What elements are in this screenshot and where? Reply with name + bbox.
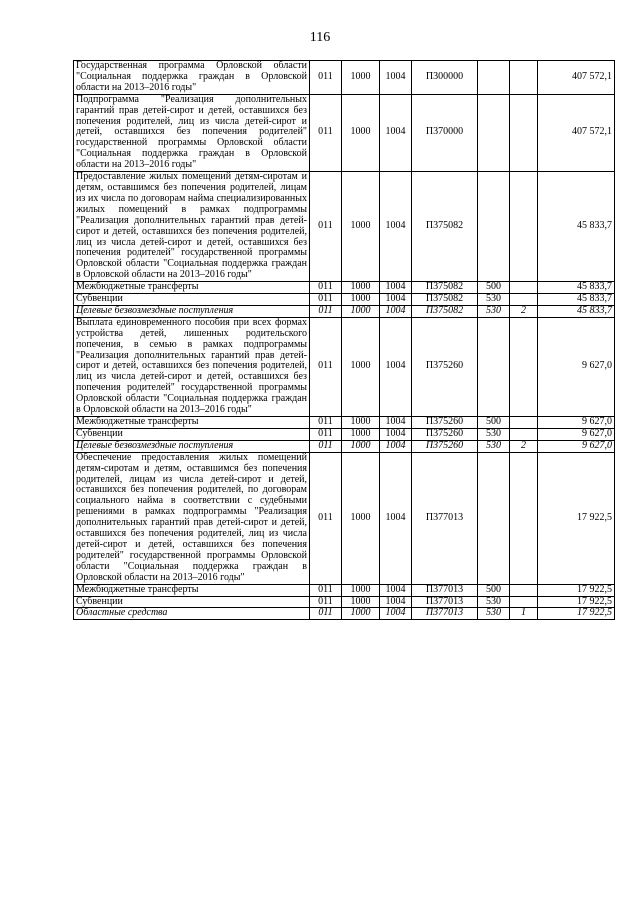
cell-grbs: 011 [310,417,342,429]
table-row [74,452,615,584]
table-row [74,61,615,95]
cell-expense-type: 500 [478,282,510,294]
cell-expense-type [478,452,510,584]
table-row [74,440,615,452]
cell-section: 1000 [342,94,380,171]
cell-amount: 9 627,0 [538,417,615,429]
budget-table [73,60,615,620]
cell-grbs: 011 [310,61,342,95]
row-description: Субвенции [74,596,310,608]
cell-amount: 17 922,5 [538,584,615,596]
cell-subsection: 1004 [380,440,412,452]
cell-target-article: П370000 [412,94,478,171]
cell-subsection: 1004 [380,417,412,429]
budget-table-body [74,61,615,620]
row-description: Целевые безвозмездные поступления [74,440,310,452]
cell-subsection: 1004 [380,61,412,95]
cell-subsection: 1004 [380,94,412,171]
cell-section: 1000 [342,294,380,306]
row-description: Межбюджетные трансферты [74,282,310,294]
table-row [74,305,615,317]
row-description: Государственная программа Орловской области "Социальная поддержка граждан в Орловской области на 2013–2016 годы" [74,61,310,95]
cell-expense-type [478,94,510,171]
cell-amount: 407 572,1 [538,94,615,171]
cell-target-article: П377013 [412,596,478,608]
cell-section: 1000 [342,172,380,282]
cell-source: 2 [510,305,538,317]
cell-subsection: 1004 [380,317,412,416]
row-description: Субвенции [74,428,310,440]
cell-amount: 17 922,5 [538,452,615,584]
cell-target-article: П377013 [412,584,478,596]
cell-expense-type: 530 [478,428,510,440]
row-description: Областные средства [74,608,310,620]
cell-section: 1000 [342,584,380,596]
cell-amount: 407 572,1 [538,61,615,95]
cell-grbs: 011 [310,440,342,452]
cell-subsection: 1004 [380,172,412,282]
cell-amount: 17 922,5 [538,596,615,608]
cell-amount: 9 627,0 [538,428,615,440]
cell-source [510,172,538,282]
row-description: Межбюджетные трансферты [74,417,310,429]
cell-target-article: П375082 [412,282,478,294]
cell-subsection: 1004 [380,584,412,596]
cell-amount: 45 833,7 [538,282,615,294]
cell-section: 1000 [342,440,380,452]
cell-grbs: 011 [310,428,342,440]
row-description: Обеспечение предоставления жилых помещений детям-сиротам и детям, оставшимся без попечения родителей, лицам из числа детей-сирот и детей, оставшихся без попечения родителей, по договорам социального найма в соответствии с судебными решениями в рамках подпрограммы "Реализация дополнительных гарантий прав детей-сирот и детей, оставшихся без попечения родителей, лиц из числа детей-сирот и детей, оставшихся без попечения родителей" государственной программы Орловской области "Социальная поддержка граждан в Орловской области на 2013–2016 годы" [74,452,310,584]
cell-source: 1 [510,608,538,620]
cell-grbs: 011 [310,452,342,584]
cell-target-article: П375082 [412,305,478,317]
page-number: 116 [309,30,331,45]
row-description: Выплата единовременного пособия при всех формах устройства детей, лишенных родительского попечения, в семью в рамках подпрограммы "Реализация дополнительных гарантий прав детей-сирот и детей, оставшихся без попечения родителей, лиц из числа детей-сирот и детей, оставшихся без попечения родителей" государственной программы Орловской области "Социальная поддержка граждан в Орловской области на 2013–2016 годы" [74,317,310,416]
cell-section: 1000 [342,317,380,416]
cell-source [510,596,538,608]
cell-amount: 45 833,7 [538,172,615,282]
cell-grbs: 011 [310,608,342,620]
cell-section: 1000 [342,61,380,95]
cell-source [510,282,538,294]
cell-target-article: П375260 [412,440,478,452]
cell-source [510,417,538,429]
table-row [74,172,615,282]
cell-section: 1000 [342,608,380,620]
cell-section: 1000 [342,305,380,317]
cell-section: 1000 [342,417,380,429]
cell-expense-type: 530 [478,596,510,608]
table-row [74,584,615,596]
cell-target-article: П377013 [412,452,478,584]
cell-subsection: 1004 [380,452,412,584]
cell-expense-type: 530 [478,305,510,317]
table-row [74,94,615,171]
cell-subsection: 1004 [380,608,412,620]
table-row [74,282,615,294]
cell-expense-type: 530 [478,608,510,620]
cell-target-article: П375082 [412,294,478,306]
cell-source [510,317,538,416]
cell-subsection: 1004 [380,428,412,440]
cell-grbs: 011 [310,584,342,596]
table-row [74,596,615,608]
row-description: Предоставление жилых помещений детям-сиротам и детям, оставшимся без попечения родителей, лицам из их числа по договорам найма специализированных жилых помещений в рамках подпрограммы "Реализация дополнительных гарантий прав детей-сирот и детей, оставшихся без попечения родителей, лиц из числа детей-сирот и детей, оставшихся без попечения родителей" государственной программы Орловской области "Социальная поддержка граждан в Орловской области на 2013–2016 годы" [74,172,310,282]
cell-target-article: П375260 [412,417,478,429]
cell-expense-type: 530 [478,440,510,452]
cell-target-article: П375260 [412,317,478,416]
cell-grbs: 011 [310,596,342,608]
cell-grbs: 011 [310,294,342,306]
row-description: Подпрограмма "Реализация дополнительных гарантий прав детей-сирот и детей, оставшихся без попечения родителей, лиц из числа детей-сирот и детей, оставшихся без попечения родителей" государственной программы Орловской области "Социальная поддержка граждан в Орловской области на 2013–2016 годы" [74,94,310,171]
cell-expense-type: 500 [478,417,510,429]
cell-source [510,294,538,306]
cell-section: 1000 [342,452,380,584]
row-description: Субвенции [74,294,310,306]
cell-grbs: 011 [310,94,342,171]
cell-expense-type [478,172,510,282]
cell-expense-type: 500 [478,584,510,596]
cell-source: 2 [510,440,538,452]
cell-expense-type [478,317,510,416]
cell-source [510,94,538,171]
cell-expense-type [478,61,510,95]
cell-section: 1000 [342,596,380,608]
table-row [74,317,615,416]
cell-source [510,452,538,584]
cell-target-article: П375082 [412,172,478,282]
cell-grbs: 011 [310,317,342,416]
cell-expense-type: 530 [478,294,510,306]
cell-source [510,61,538,95]
cell-amount: 17 922,5 [538,608,615,620]
cell-grbs: 011 [310,172,342,282]
cell-grbs: 011 [310,305,342,317]
cell-amount: 9 627,0 [538,317,615,416]
cell-section: 1000 [342,282,380,294]
cell-amount: 9 627,0 [538,440,615,452]
cell-target-article: П300000 [412,61,478,95]
cell-source [510,428,538,440]
cell-amount: 45 833,7 [538,305,615,317]
cell-subsection: 1004 [380,596,412,608]
cell-subsection: 1004 [380,282,412,294]
cell-subsection: 1004 [380,294,412,306]
cell-source [510,584,538,596]
table-row [74,417,615,429]
cell-section: 1000 [342,428,380,440]
row-description: Межбюджетные трансферты [74,584,310,596]
cell-amount: 45 833,7 [538,294,615,306]
table-row [74,428,615,440]
cell-target-article: П375260 [412,428,478,440]
table-row [74,294,615,306]
cell-target-article: П377013 [412,608,478,620]
cell-grbs: 011 [310,282,342,294]
cell-subsection: 1004 [380,305,412,317]
row-description: Целевые безвозмездные поступления [74,305,310,317]
table-row [74,608,615,620]
